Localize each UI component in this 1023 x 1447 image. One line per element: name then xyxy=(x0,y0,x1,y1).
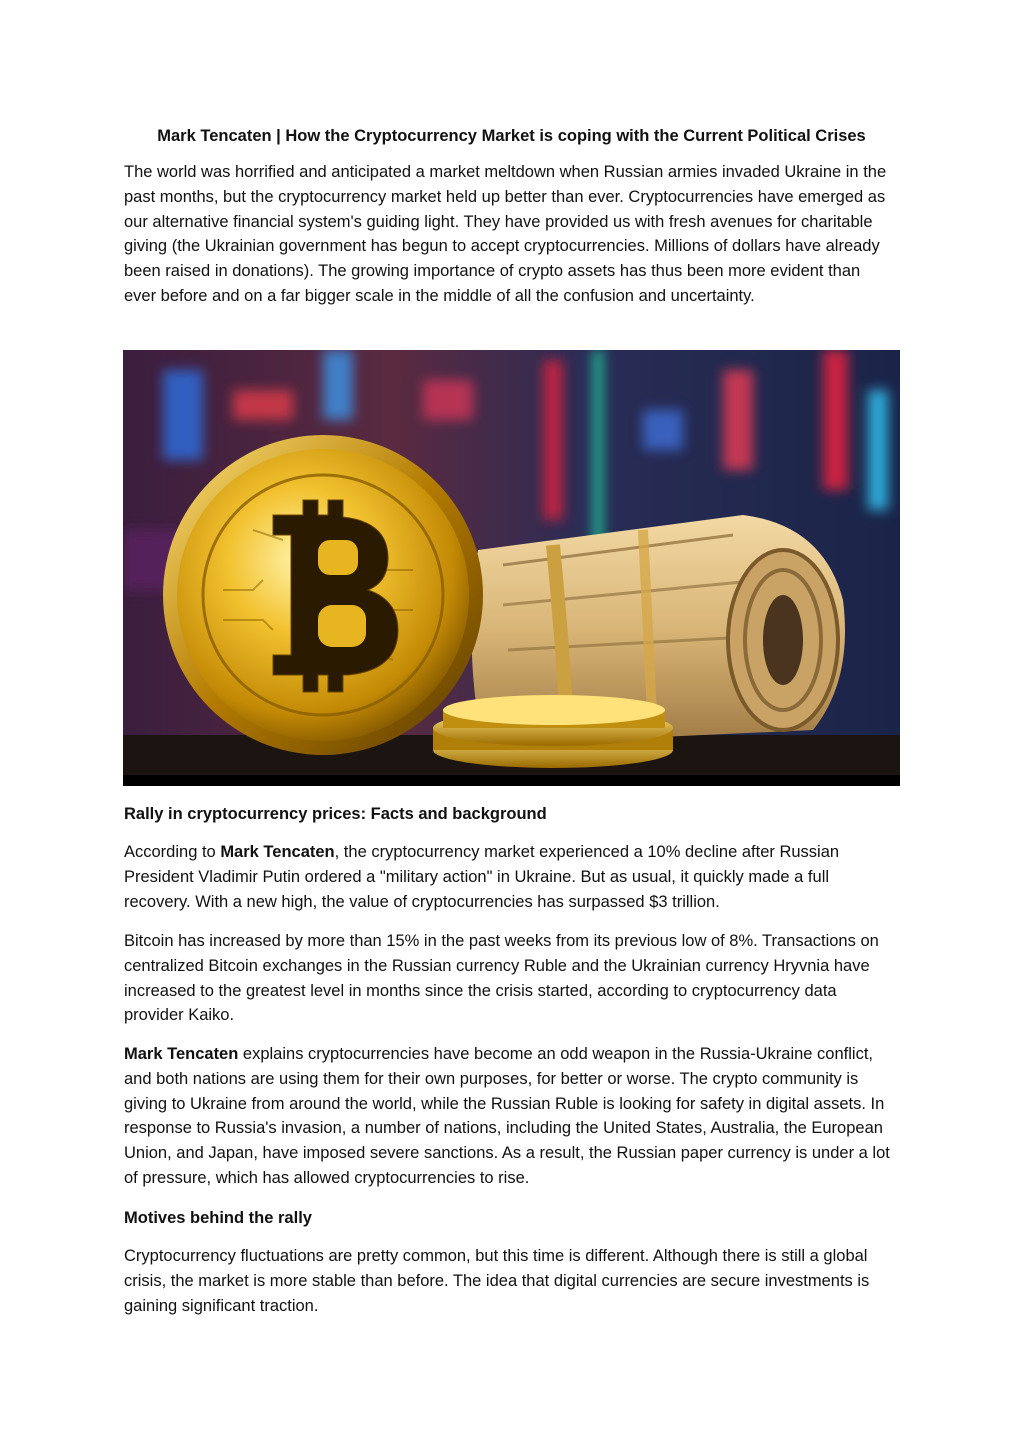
intro-paragraph: The world was horrified and anticipated a market meltdown when Russian armies invaded Ukraine in the past months, but the cryptocurrency market held up better than ever. Cryptocurrencies have emerged as our alternative financial system's guiding light. They have provided us with fresh avenues for charitable giving (the Ukrainian government has begun to accept cryptocurrencies. Millions of dollars have already been raised in donations). The growing importance of crypto assets has thus been more evident than ever before and on a far bigger scale in the middle of all the confusion and uncertainty. xyxy=(124,163,887,305)
coin-stack-illustration xyxy=(433,695,673,768)
paragraph-text: , the cryptocurrency market experienced a 10% decline after Russian President Vladimir Putin ordered a "military action" in Ukraine. But as usual, it quickly made a full recovery. With a new high, the value of cryptocurrencies has surpassed $3 trillion. xyxy=(124,843,840,911)
section-heading-motives: Motives behind the rally xyxy=(124,1209,312,1227)
paragraph-decline xyxy=(124,840,894,914)
section-heading-rally: Rally in cryptocurrency prices: Facts and background xyxy=(124,805,547,823)
paragraph-text: explains cryptocurrencies have become an odd weapon in the Russia-Ukraine conflict, and both nations are using them for their own purposes, for better or worse. The crypto community is giving to Ukraine from around the world, while the Russian Ruble is looking for safety in digital assets. In response to Russia's invasion, a number of nations, including the United States, Australia, the European Union, and Japan, have imposed severe sanctions. As a result, the Russian paper currency is under a lot of pressure, which has allowed cryptocurrencies to rise. xyxy=(124,1045,890,1187)
author-name-bold: Mark Tencaten xyxy=(124,1045,239,1063)
author-name-bold: Mark Tencaten xyxy=(220,843,335,861)
paragraph-fluctuations: Cryptocurrency fluctuations are pretty common, but this time is different. Although there is still a global crisis, the market is more stable than before. The idea that digital currencies are secure investments is gaining significant traction. xyxy=(124,1247,870,1315)
document-title: Mark Tencaten | How the Cryptocurrency Market is coping with the Current Political Crises xyxy=(157,127,866,145)
bitcoin-hero-image xyxy=(123,350,900,786)
paragraph-bitcoin-increase: Bitcoin has increased by more than 15% in the past weeks from its previous low of 8%. Transactions on centralized Bitcoin exchanges in the Russian currency Ruble and the Ukrainian currency Hryvnia have increased to the greatest level in months since the crisis started, according to cryptocurrency data provider Kaiko. xyxy=(124,932,879,1025)
bitcoin-coin-illustration xyxy=(163,435,483,755)
paragraph-odd-weapon xyxy=(124,1042,894,1191)
paragraph-text: According to xyxy=(124,843,221,861)
